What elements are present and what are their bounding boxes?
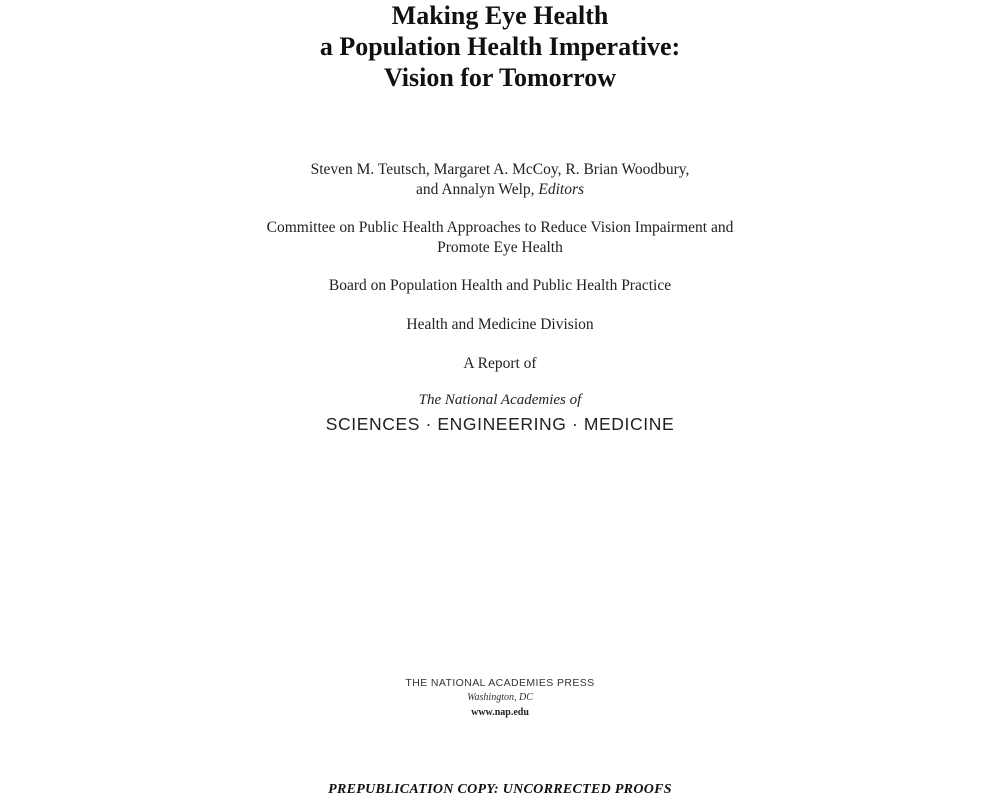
press-city: Washington, DC (467, 692, 533, 703)
editors-role: Editors (538, 181, 585, 198)
title-line-3: Vision for Tomorrow (383, 63, 617, 92)
title-line-2: a Population Health Imperative: (319, 32, 681, 61)
editors-line-1: Steven M. Teutsch, Margaret A. McCoy, R. Brian Woodbury, (310, 161, 690, 178)
committee-block (0, 218, 1000, 258)
division-name: Health and Medicine Division (406, 316, 594, 333)
nas-logo-italic-line: The National Academies of (418, 392, 582, 408)
editors-line-2 (0, 180, 1000, 200)
board-name: Board on Population Health and Public Health Practice (328, 277, 672, 294)
title-line-1: Making Eye Health (391, 1, 609, 30)
editors-line-2-names: and Annalyn Welp, (415, 181, 539, 198)
document-title (0, 0, 1000, 93)
editors-block (0, 160, 1000, 200)
nas-logo-caps-line: SCIENCES · ENGINEERING · MEDICINE (325, 414, 675, 434)
press-url: www.nap.edu (471, 707, 529, 718)
press-name: THE NATIONAL ACADEMIES PRESS (405, 677, 595, 689)
prepublication-footer: PREPUBLICATION COPY: UNCORRECTED PROOFS (328, 782, 672, 797)
committee-line-2: Promote Eye Health (437, 239, 563, 256)
committee-line-1: Committee on Public Health Approaches to Reduce Vision Impairment and (266, 219, 734, 236)
report-of-label: A Report of (463, 355, 537, 372)
